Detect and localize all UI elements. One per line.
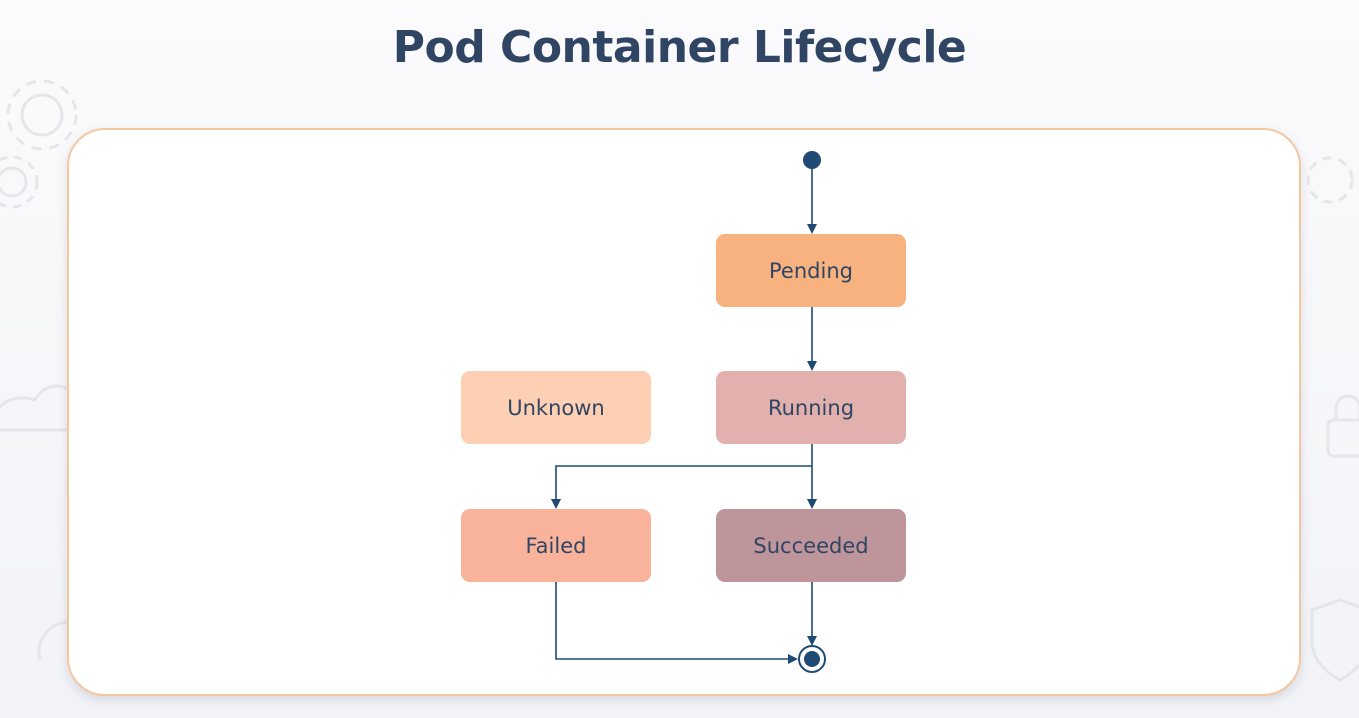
state-unknown [461, 371, 651, 444]
page-title: Pod Container Lifecycle [392, 22, 967, 73]
state-label: Succeeded [753, 533, 869, 558]
state-label: Failed [525, 533, 587, 558]
state-running [716, 371, 906, 444]
state-failed [461, 509, 651, 582]
state-label: Unknown [507, 395, 605, 420]
state-succeeded [716, 509, 906, 582]
state-label: Pending [769, 258, 853, 283]
final-state-node [799, 646, 825, 672]
initial-state-node [803, 151, 821, 169]
state-label: Running [767, 395, 855, 420]
state-pending [716, 234, 906, 307]
failed-to-end-arrow [556, 582, 796, 659]
running-to-failed-arrow [556, 466, 812, 507]
